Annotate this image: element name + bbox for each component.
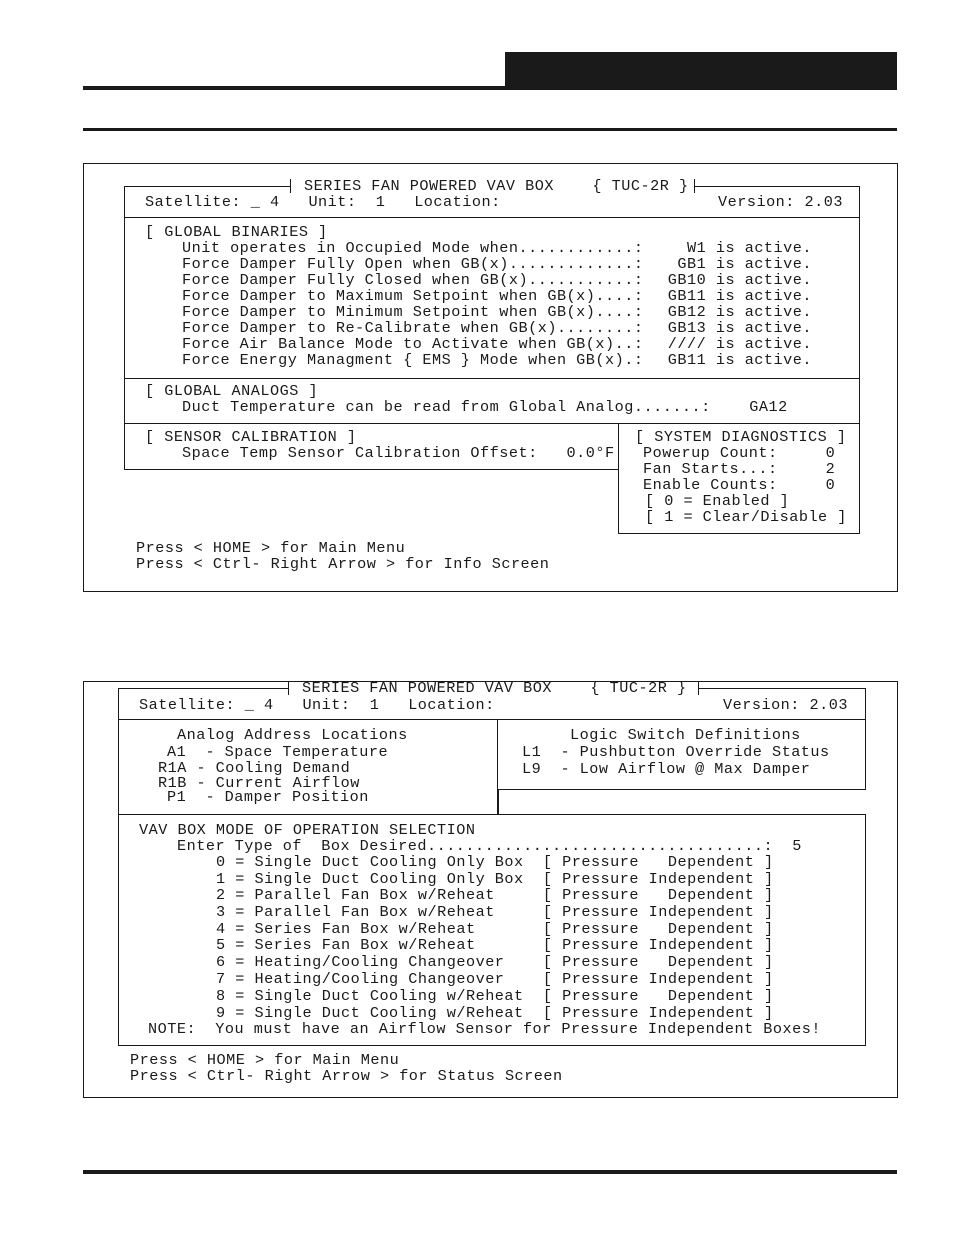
mode-option: 1 = Single Duct Cooling Only Box [ Pressure Independent ] — [216, 870, 774, 888]
binary-row-value: GB1 is active. — [677, 255, 812, 273]
sensor-calibration-row: Space Temp Sensor Calibration Offset: 0.0°F — [182, 444, 615, 462]
top-rule-1 — [83, 86, 897, 90]
analog-location-line: R1B - Current Airflow — [158, 774, 360, 792]
mode-option: 2 = Parallel Fan Box w/Reheat [ Pressure Dependent ] — [216, 886, 774, 904]
mode-option: 0 = Single Duct Cooling Only Box [ Pressure Dependent ] — [216, 853, 774, 871]
binary-row-label: Unit operates in Occupied Mode when............: — [182, 239, 644, 257]
analog-location-line: A1 - Space Temperature — [167, 743, 389, 761]
logic-switch-line: L9 - Low Airflow @ Max Damper — [522, 760, 811, 778]
analog-location-line: R1A - Cooling Demand — [158, 759, 351, 777]
screen1-footer-ctrl: Press < Ctrl- Right Arrow > for Info Screen — [136, 555, 550, 573]
global-analogs-row: Duct Temperature can be read from Global Analog.......: GA12 — [182, 398, 788, 416]
diagnostics-line: Fan Starts...: 2 — [643, 460, 836, 478]
analog-locations-header: Analog Address Locations — [177, 726, 408, 744]
bottom-rule — [83, 1170, 897, 1174]
mode-selection-prompt: Enter Type of Box Desired...................................: 5 — [177, 837, 802, 855]
binary-row-label: Force Energy Managment { EMS } Mode when GB(x).: — [182, 351, 644, 369]
mode-selection-header: VAV BOX MODE OF OPERATION SELECTION — [139, 821, 476, 839]
screen1-satellite-line: Satellite: _ 4 Unit: 1 Location: — [145, 193, 501, 211]
binary-row-value: W1 is active. — [687, 239, 812, 257]
diagnostics-line: Powerup Count: 0 — [643, 444, 836, 462]
binary-row-label: Force Damper to Maximum Setpoint when GB(x)....: — [182, 287, 644, 305]
diagnostics-line: [ 1 = Clear/Disable ] — [645, 508, 847, 526]
header-bar — [505, 52, 897, 88]
logic-switch-header: Logic Switch Definitions — [570, 726, 801, 744]
binary-row-label: Force Damper to Minimum Setpoint when GB(x)....: — [182, 303, 644, 321]
screen1-footer-home: Press < HOME > for Main Menu — [136, 539, 406, 557]
mode-option: 5 = Series Fan Box w/Reheat [ Pressure Independent ] — [216, 936, 774, 954]
logic-switch-line: L1 - Pushbutton Override Status — [522, 743, 830, 761]
binary-row-label: Force Air Balance Mode to Activate when GB(x)..: — [182, 335, 644, 353]
screen2-title: SERIES FAN POWERED VAV BOX { TUC-2R } — [302, 679, 687, 697]
mode-option: 6 = Heating/Cooling Changeover [ Pressure Dependent ] — [216, 953, 774, 971]
title-tick-right — [698, 681, 699, 695]
binary-row-label: Force Damper to Re-Calibrate when GB(x)........: — [182, 319, 644, 337]
binary-row-value: GB12 is active. — [667, 303, 812, 321]
screen2-satellite-line: Satellite: _ 4 Unit: 1 Location: — [139, 696, 495, 714]
logic-switch-divider — [497, 788, 498, 814]
binary-row-value: //// is active. — [667, 335, 812, 353]
top-rule-2 — [83, 128, 897, 131]
title-tick-left — [288, 681, 289, 695]
screen2-version: Version: 2.03 — [723, 696, 848, 714]
screen2-footer-home: Press < HOME > for Main Menu — [130, 1051, 400, 1069]
binary-row-value: GB13 is active. — [667, 319, 812, 337]
global-analogs-header: [ GLOBAL ANALOGS ] — [145, 382, 319, 400]
analog-location-line: P1 - Damper Position — [167, 788, 369, 806]
diagnostics-line: Enable Counts: 0 — [643, 476, 836, 494]
binary-row-label: Force Damper Fully Open when GB(x).............: — [182, 255, 644, 273]
mode-option: 4 = Series Fan Box w/Reheat [ Pressure Dependent ] — [216, 920, 774, 938]
title-tick-right — [694, 179, 695, 193]
mode-selection-note: NOTE: You must have an Airflow Sensor for Pressure Independent Boxes! — [148, 1020, 821, 1038]
screen1-version: Version: 2.03 — [718, 193, 843, 211]
binary-row-label: Force Damper Fully Closed when GB(x)...........: — [182, 271, 644, 289]
mode-option: 8 = Single Duct Cooling w/Reheat [ Pressure Dependent ] — [216, 987, 774, 1005]
binary-row-value: GB10 is active. — [667, 271, 812, 289]
screen1-title: SERIES FAN POWERED VAV BOX { TUC-2R } — [304, 177, 689, 195]
screen2-footer-ctrl: Press < Ctrl- Right Arrow > for Status Screen — [130, 1067, 563, 1085]
mode-option: 9 = Single Duct Cooling w/Reheat [ Pressure Independent ] — [216, 1004, 774, 1022]
diagnostics-line: [ 0 = Enabled ] — [645, 492, 790, 510]
global-binaries-header: [ GLOBAL BINARIES ] — [145, 223, 328, 241]
mode-option: 3 = Parallel Fan Box w/Reheat [ Pressure Independent ] — [216, 903, 774, 921]
title-tick-left — [290, 179, 291, 193]
mode-option: 7 = Heating/Cooling Changeover [ Pressure Independent ] — [216, 970, 774, 988]
binary-row-value: GB11 is active. — [667, 287, 812, 305]
system-diagnostics-header: [ SYSTEM DIAGNOSTICS ] — [635, 428, 847, 446]
binary-row-value: GB11 is active. — [667, 351, 812, 369]
sensor-calibration-header: [ SENSOR CALIBRATION ] — [145, 428, 357, 446]
